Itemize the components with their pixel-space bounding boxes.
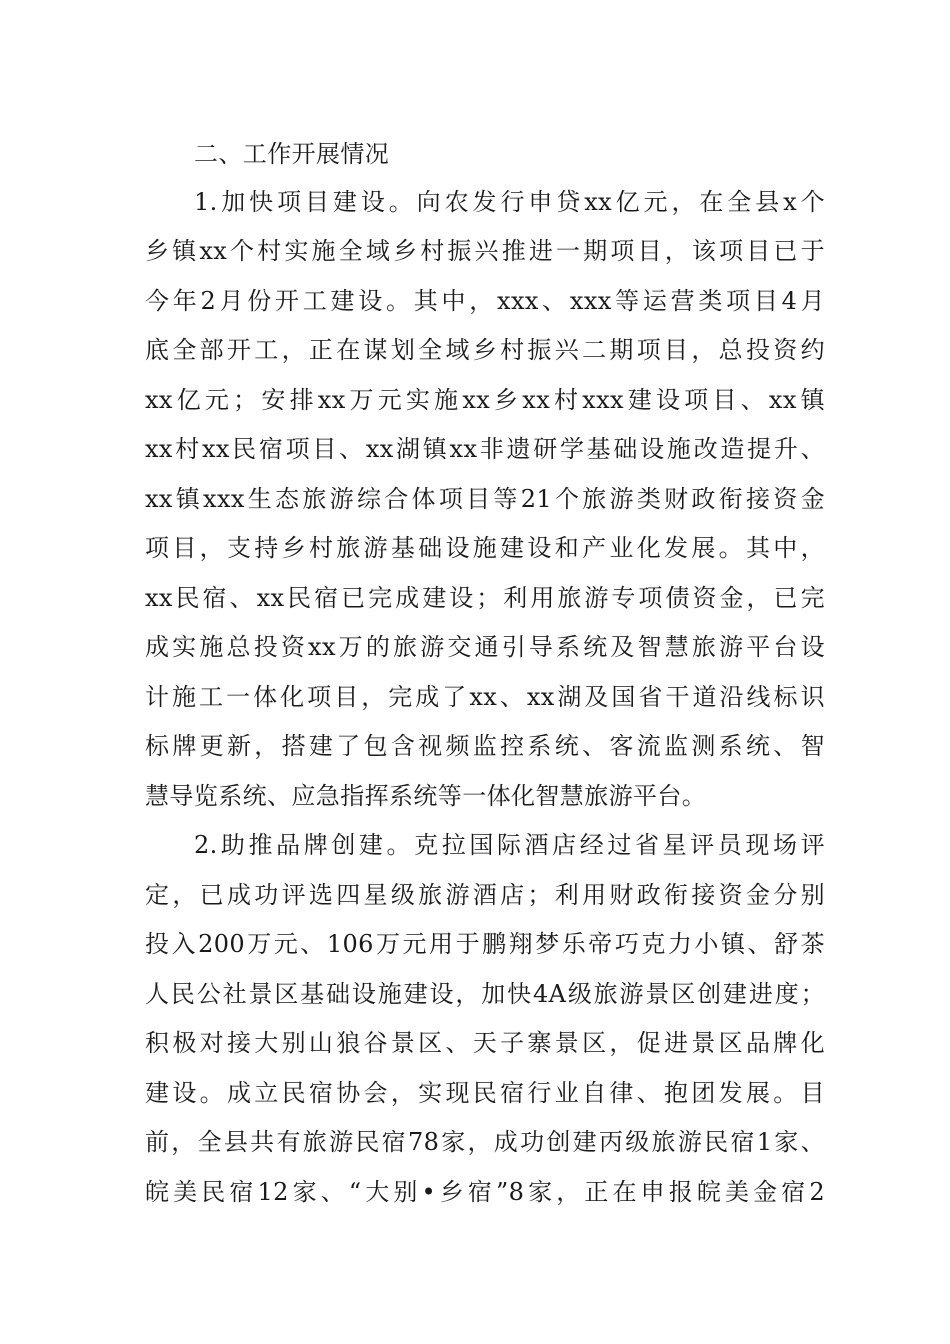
paragraph-1-line-5: xx亿元；安排xx万元实施xx乡xx村xxx建设项目、xx镇 — [145, 386, 825, 414]
paragraph-1-line-13: 慧导览系统、应急指挥系统等一体化智慧旅游平台。 — [145, 782, 707, 810]
paragraph-1-line-12: 标牌更新，搭建了包含视频监控系统、客流监测系统、智 — [145, 732, 825, 760]
paragraph-1-line-11: 计施工一体化项目，完成了xx、xx湖及国省干道沿线标识 — [145, 683, 825, 711]
paragraph-2-line-6: 建设。成立民宿协会，实现民宿行业自律、抱团发展。目 — [145, 1079, 825, 1107]
paragraph-2-line-4: 人民公社景区基础设施建设，加快4A级旅游景区创建进度； — [145, 980, 825, 1008]
paragraph-2-line-3: 投入200万元、106万元用于鹏翔梦乐帝巧克力小镇、舒茶 — [145, 930, 825, 958]
paragraph-2-line-1: 2.助推品牌创建。克拉国际酒店经过省星评员现场评 — [194, 831, 825, 859]
paragraph-2-line-7: 前，全县共有旅游民宿78家，成功创建丙级旅游民宿1家、 — [145, 1128, 825, 1156]
paragraph-1-line-3: 今年2月份开工建设。其中，xxx、xxx等运营类项目4月 — [145, 287, 825, 315]
paragraph-1-line-8: 项目，支持乡村旅游基础设施建设和产业化发展。其中， — [145, 534, 825, 562]
paragraph-1-line-1: 1.加快项目建设。向农发行申贷xx亿元，在全县x个 — [194, 188, 825, 216]
paragraph-1-line-7: xx镇xxx生态旅游综合体项目等21个旅游类财政衔接资金 — [145, 485, 825, 513]
paragraph-1-line-6: xx村xx民宿项目、xx湖镇xx非遗研学基础设施改造提升、 — [145, 435, 825, 463]
paragraph-2-line-2: 定，已成功评选四星级旅游酒店；利用财政衔接资金分别 — [145, 881, 825, 909]
paragraph-1-line-2: 乡镇xx个村实施全域乡村振兴推进一期项目，该项目已于 — [145, 237, 825, 265]
section-heading: 二、工作开展情况 — [194, 140, 390, 168]
paragraph-2-line-5: 积极对接大别山狼谷景区、天子寨景区，促进景区品牌化 — [145, 1029, 825, 1057]
paragraph-1-line-9: xx民宿、xx民宿已完成建设；利用旅游专项债资金，已完 — [145, 584, 825, 612]
paragraph-1-line-4: 底全部开工，正在谋划全域乡村振兴二期项目，总投资约 — [145, 336, 825, 364]
paragraph-2-line-8: 皖美民宿12家、“大别•乡宿”8家，正在申报皖美金宿2 — [145, 1178, 825, 1206]
paragraph-1-line-10: 成实施总投资xx万的旅游交通引导系统及智慧旅游平台设 — [145, 633, 825, 661]
